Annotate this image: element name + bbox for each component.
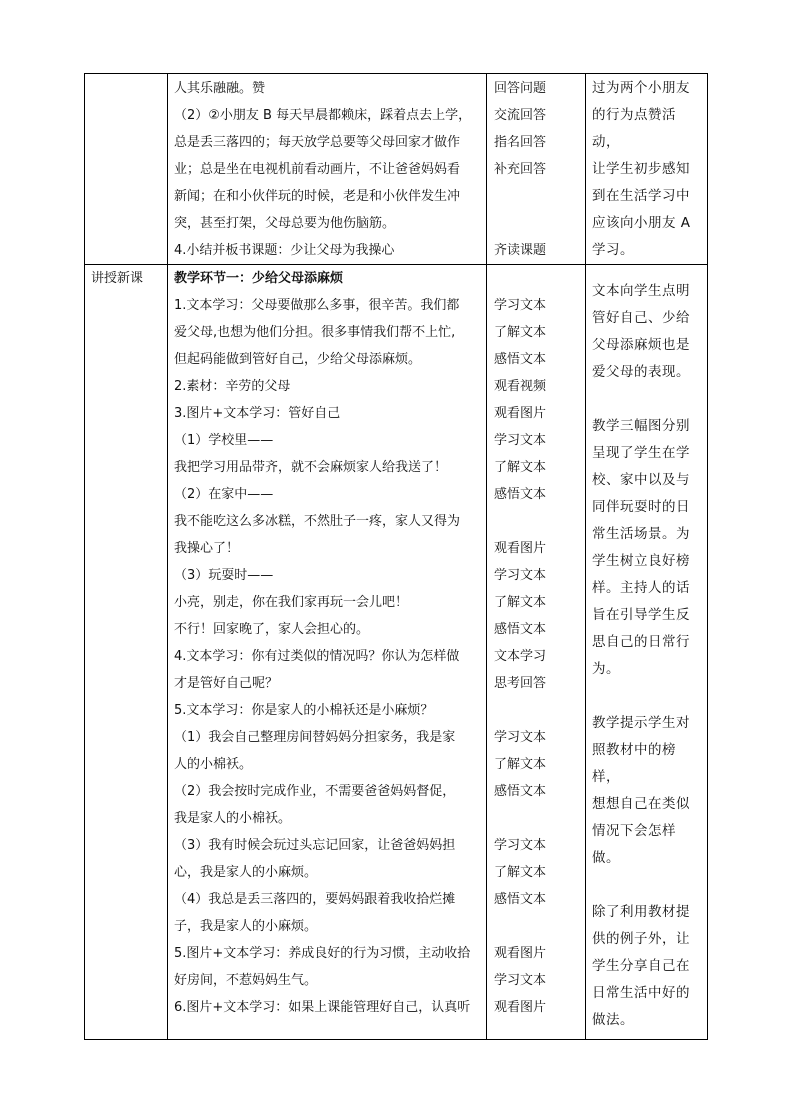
- activity-line: 回答问题: [494, 81, 547, 96]
- activity-cell: [487, 74, 586, 265]
- activity-cell: [487, 265, 586, 1040]
- section-cell: [85, 265, 168, 1040]
- intent-line: 样。主持人的话: [592, 580, 690, 596]
- activity-line: 感悟文本: [494, 622, 547, 637]
- lesson-plan-table: [84, 73, 708, 1040]
- intent-line: 学生分享自己在: [592, 958, 690, 974]
- intent-line: 文本向学生点明: [592, 283, 690, 299]
- content-line: 总是丢三落四的；每天放学总要等父母回家才做作: [174, 135, 461, 150]
- intent-line: 管好自己、少给: [592, 310, 690, 326]
- intent-line: 应该向小朋友 A: [592, 215, 691, 231]
- activity-line: 了解文本: [494, 865, 547, 880]
- intent-line: 教学三幅图分别: [592, 418, 690, 434]
- content-line: 突，甚至打架，父母总要为他伤脑筋。: [174, 216, 396, 231]
- content-line: 人的小棉袄。: [174, 757, 253, 772]
- content-line: 我操心了！: [174, 541, 240, 556]
- content-line: 人其乐融融。赞: [174, 81, 266, 96]
- intent-line: 旨在引导学生反: [592, 607, 690, 623]
- activity-line: 思考回答: [494, 676, 547, 691]
- intent-line: 教学提示学生对: [592, 715, 690, 731]
- activity-line: 了解文本: [494, 325, 547, 340]
- content-line: 心，我是家人的小麻烦。: [174, 865, 318, 880]
- content-line: （2）我会按时完成作业，不需要爸爸妈妈督促，: [174, 784, 456, 799]
- activity-line: 感悟文本: [494, 352, 547, 367]
- content-line: （1）我会自己整理房间替妈妈分担家务，我是家: [174, 730, 456, 745]
- activity-line: 观看图片: [494, 406, 547, 421]
- content-line: 我是家人的小棉袄。: [174, 811, 292, 826]
- intent-line: 思自己的日常行: [592, 634, 690, 650]
- activity-line: [487, 805, 585, 832]
- table-row: [85, 265, 708, 1040]
- intent-line: 爱父母的表现。: [592, 364, 690, 380]
- intent-line: 常生活场景。为: [592, 526, 690, 542]
- content-line: 不行！回家晚了，家人会担心的。: [174, 622, 370, 637]
- activity-line: 学习文本: [494, 433, 547, 448]
- content-line: （4）我总是丢三落四的，要妈妈跟着我收拾烂摊: [174, 892, 456, 907]
- intent-line: 同伴玩耍时的日: [592, 499, 690, 515]
- content-cell: [168, 74, 487, 265]
- activity-line: 感悟文本: [494, 784, 547, 799]
- section-label: 讲授新课: [91, 271, 144, 286]
- activity-line: 感悟文本: [494, 892, 547, 907]
- intent-line: 让学生初步感知: [592, 161, 690, 177]
- intent-line: 学习。: [592, 242, 634, 258]
- activity-line: [487, 508, 585, 535]
- table-row: [85, 74, 708, 265]
- content-line: 但起码能做到管好自己，少给父母添麻烦。: [174, 352, 422, 367]
- content-line: 4.小结并板书课题：少让父母为我操心: [174, 243, 395, 258]
- intent-line: 照教材中的榜样，: [592, 742, 676, 785]
- content-line: 4.文本学习：你有过类似的情况吗？你认为怎样做: [174, 649, 460, 664]
- activity-line: [487, 265, 585, 292]
- content-line: （3）玩耍时——: [174, 568, 274, 583]
- intent-line: 的行为点赞活动，: [592, 107, 676, 150]
- content-line: （1）学校里——: [174, 433, 274, 448]
- intent-line: 到在生活学习中: [592, 188, 690, 204]
- content-line: 业；总是坐在电视机前看动画片，不让爸爸妈妈看: [174, 162, 461, 177]
- intent-cell: [586, 265, 708, 1040]
- content-line: 好房间，不惹妈妈生气。: [174, 973, 318, 988]
- activity-line: 齐读课题: [494, 243, 547, 258]
- activity-line: 观看图片: [494, 541, 547, 556]
- content-line: 我把学习用品带齐，就不会麻烦家人给我送了！: [174, 460, 448, 475]
- activity-line: 文本学习: [494, 649, 547, 664]
- activity-line: 了解文本: [494, 460, 547, 475]
- content-line: 1.文本学习：父母要做那么多事，很辛苦。我们都: [174, 298, 460, 313]
- activity-line: 观看视频: [494, 379, 547, 394]
- activity-line: 学习文本: [494, 568, 547, 583]
- activity-line: 学习文本: [494, 298, 547, 313]
- activity-line: 学习文本: [494, 838, 547, 853]
- activity-line: 交流回答: [494, 108, 547, 123]
- intent-line: 情况下会怎样做。: [592, 823, 676, 866]
- activity-line: 观看图片: [494, 946, 547, 961]
- intent-line: 供的例子外，让: [592, 931, 690, 947]
- content-line: 才是管好自己呢？: [174, 676, 279, 691]
- activity-line: 了解文本: [494, 757, 547, 772]
- content-line: 小亮，别走，你在我们家再玩一会儿吧！: [174, 595, 409, 610]
- intent-line: 想想自己在类似: [592, 796, 690, 812]
- activity-line: 补充回答: [494, 162, 547, 177]
- activity-line: [487, 697, 585, 724]
- content-line: 爱父母,也想为他们分担。很多事情我们帮不上忙,: [174, 325, 456, 340]
- activity-line: 观看图片: [494, 1000, 547, 1015]
- content-line: （2）在家中——: [174, 487, 274, 502]
- content-line: （3）我有时候会玩过头忘记回家，让爸爸妈妈担: [174, 838, 456, 853]
- content-line: 5.文本学习：你是家人的小棉袄还是小麻烦？: [174, 703, 434, 718]
- intent-line: 过为两个小朋友: [592, 80, 690, 96]
- intent-line: 呈现了学生在学: [592, 445, 690, 461]
- intent-line: 校、家中以及与: [592, 472, 690, 488]
- section-cell: [85, 74, 168, 265]
- activity-line: 指名回答: [494, 135, 547, 150]
- intent-line: 父母添麻烦也是: [592, 337, 690, 353]
- intent-line: 做法。: [592, 1012, 634, 1028]
- content-line: 子，我是家人的小麻烦。: [174, 919, 318, 934]
- content-line: 6.图片+文本学习：如果上课能管理好自己，认真听: [174, 1000, 471, 1015]
- intent-line: 日常生活中好的: [592, 985, 690, 1001]
- content-line: 3.图片+文本学习：管好自己: [174, 406, 341, 421]
- intent-line: 为。: [592, 661, 620, 677]
- activity-line: [487, 913, 585, 940]
- content-line: 我不能吃这么多冰糕，不然肚子一疼，家人又得为: [174, 514, 461, 529]
- content-line: （2）②小朋友 B 每天早晨都赖床，踩着点去上学，: [174, 108, 472, 123]
- activity-line: 感悟文本: [494, 487, 547, 502]
- content-line: 新闻；在和小伙伴玩的时候，老是和小伙伴发生冲: [174, 189, 461, 204]
- activity-line: 了解文本: [494, 595, 547, 610]
- intent-cell: [586, 74, 708, 265]
- content-line: 2.素材：辛劳的父母: [174, 379, 291, 394]
- content-cell: [168, 265, 487, 1040]
- content-line: 5.图片+文本学习：养成良好的行为习惯，主动收拾: [174, 946, 471, 961]
- activity-line: 学习文本: [494, 730, 547, 745]
- intent-line: 学生树立良好榜: [592, 553, 690, 569]
- section-title: 教学环节一：少给父母添麻烦: [174, 271, 344, 286]
- activity-line: 学习文本: [494, 973, 547, 988]
- intent-line: 除了利用教材提: [592, 904, 690, 920]
